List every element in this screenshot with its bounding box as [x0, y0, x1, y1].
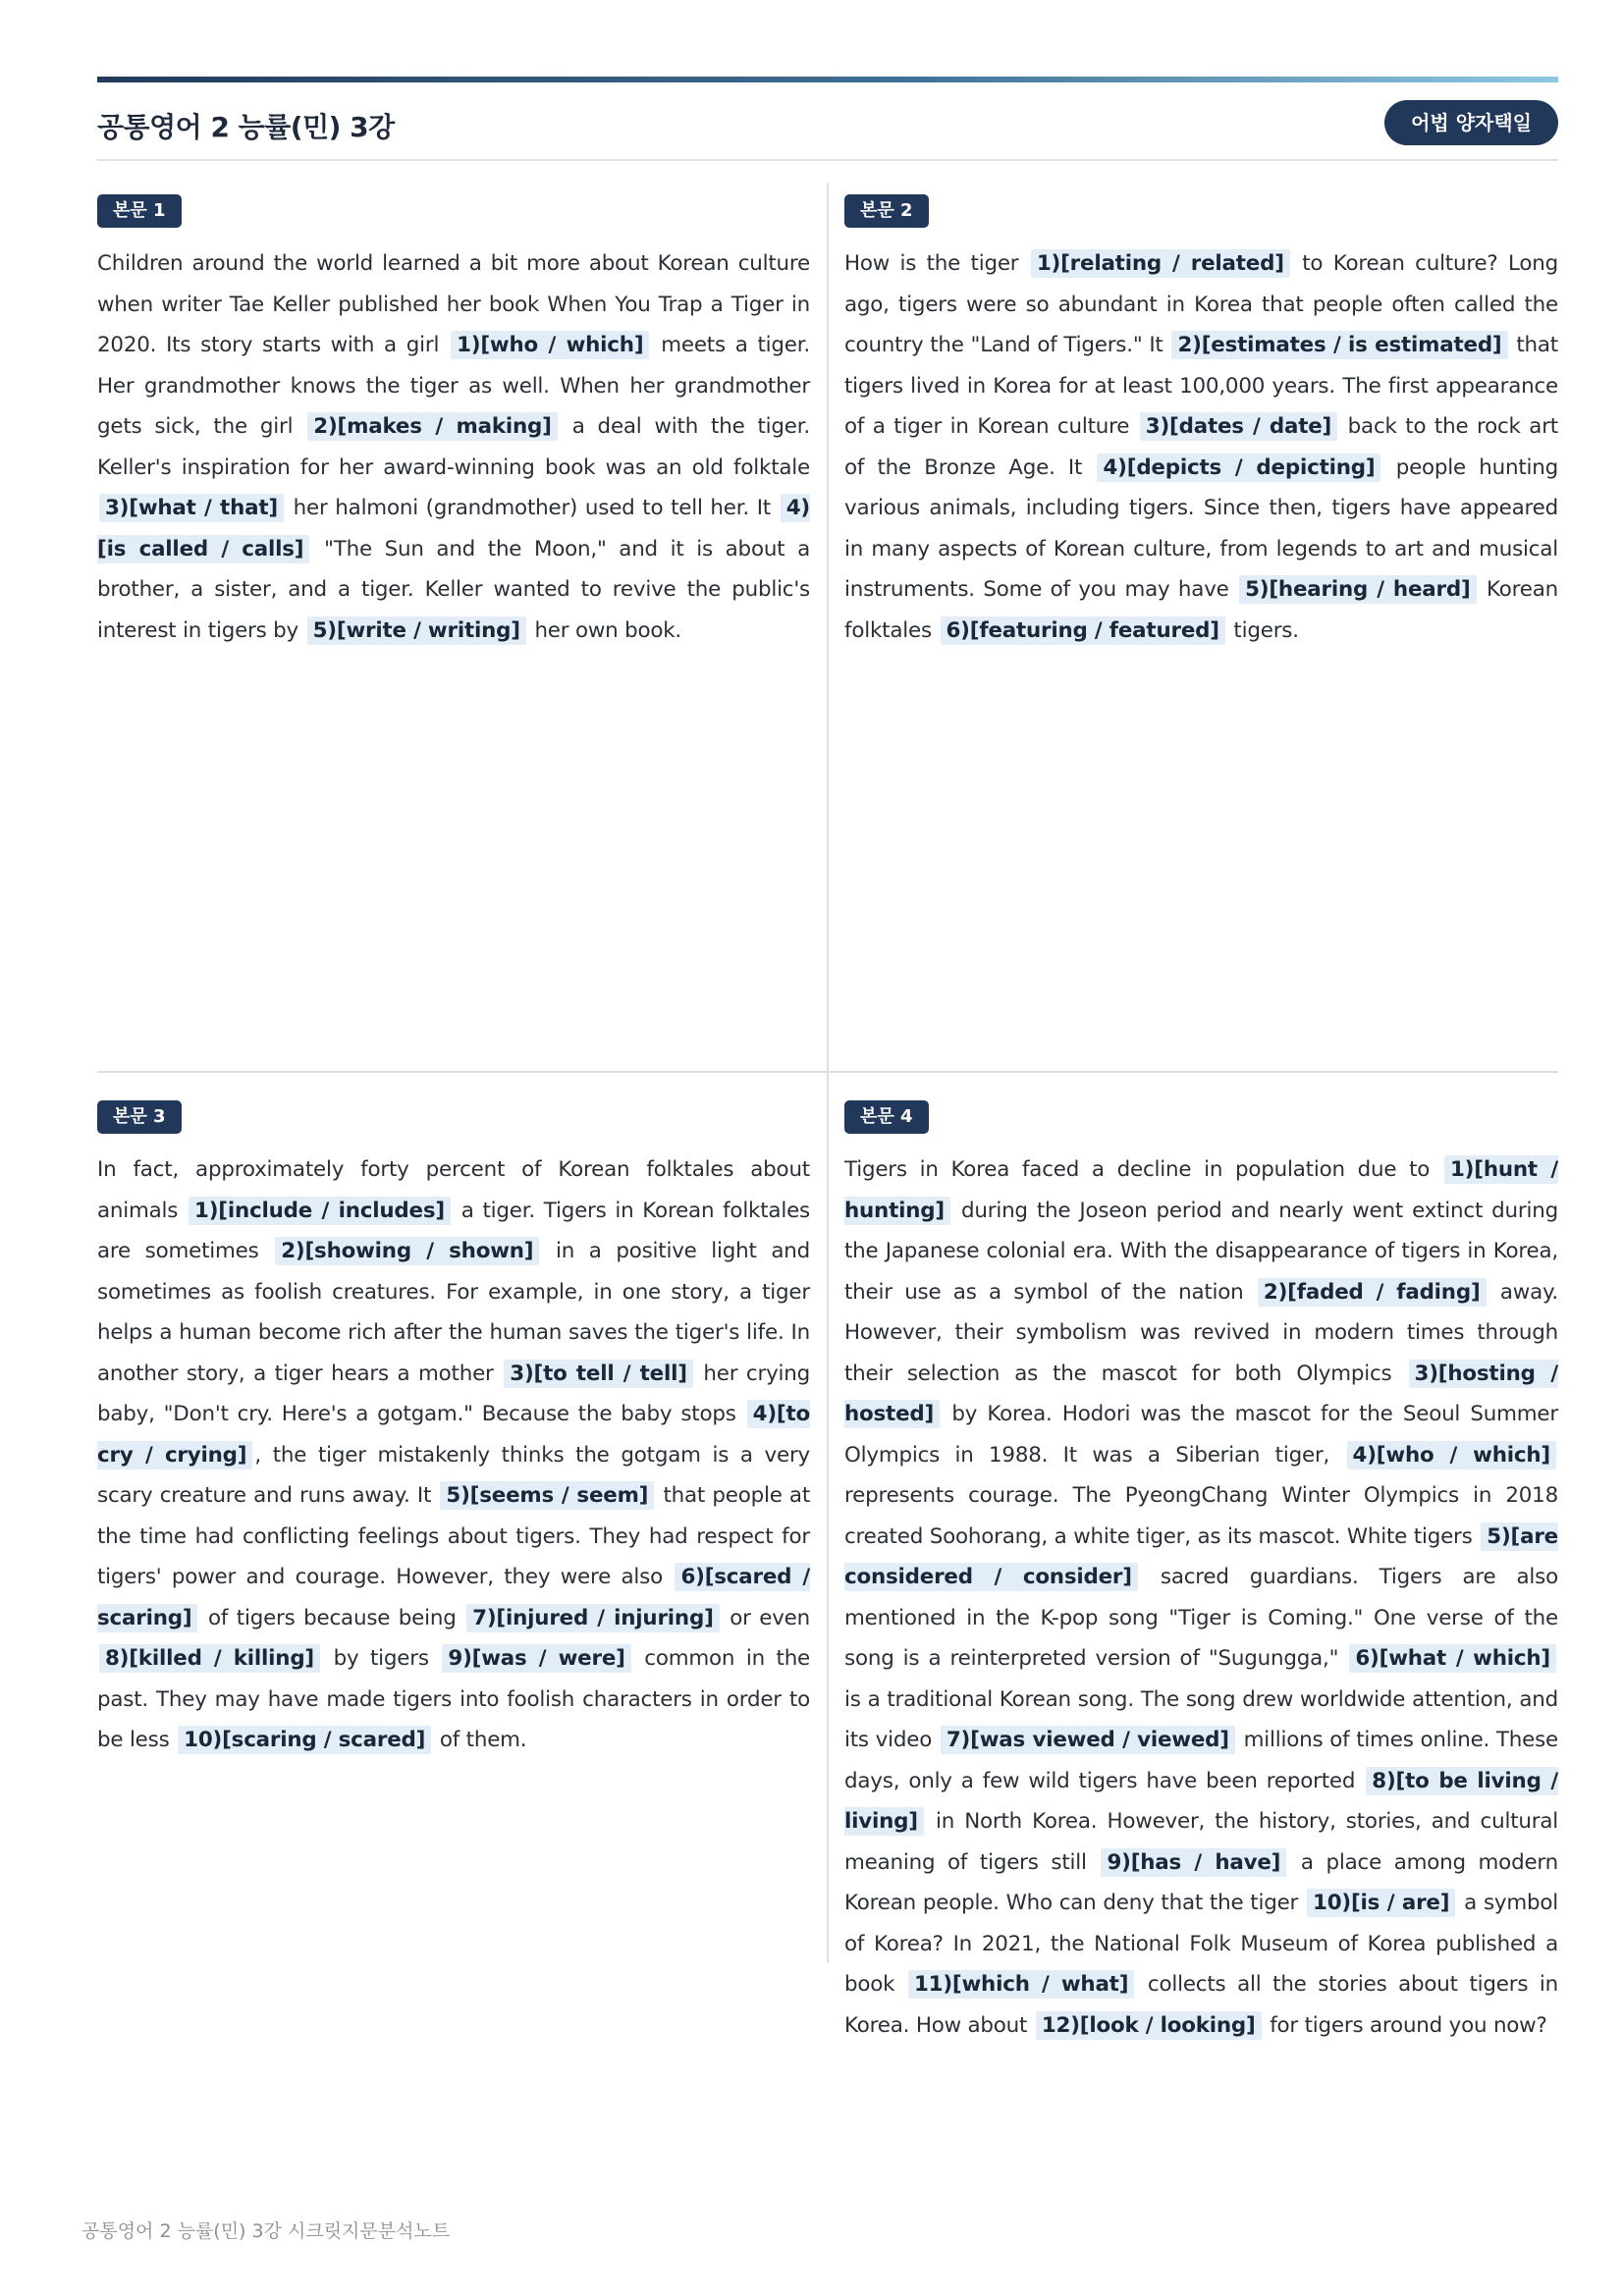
- text-segment: back to the rock art of the Bronze Age. It: [844, 414, 1558, 480]
- grammar-choice[interactable]: 2)[estimates / is estimated]: [1171, 331, 1507, 359]
- row-divider: [97, 1071, 1558, 1073]
- text-segment: her crying baby, "Don't cry. Here's a gotgam." Because the baby stops: [97, 1361, 811, 1426]
- passage-label: 본문 4: [844, 1100, 929, 1134]
- grammar-choice[interactable]: 7)[was viewed / viewed]: [941, 1726, 1235, 1754]
- passage-label: 본문 3: [97, 1100, 182, 1134]
- passage-panel-1: [97, 194, 810, 651]
- grammar-choice[interactable]: 5)[hearing / heard]: [1239, 575, 1476, 604]
- text-segment: millions of times online. These days, only a few wild tigers have been reported: [844, 1728, 1558, 1793]
- grammar-choice[interactable]: 3)[what / that]: [99, 494, 284, 522]
- grammar-choice[interactable]: 5)[write / writing]: [307, 616, 526, 645]
- grammar-choice[interactable]: 10)[scaring / scared]: [178, 1726, 431, 1754]
- grammar-choice[interactable]: 6)[scared / scaring]: [97, 1565, 810, 1630]
- grammar-choice[interactable]: 9)[has / have]: [1101, 1848, 1286, 1877]
- mode-badge: 어법 양자택일: [1384, 100, 1558, 145]
- text-segment: sacred guardians. Tigers are also mentioned in the K-pop song "Tiger is Coming." One verse of the song is a reinterpreted version of "Sugungga,": [844, 1565, 1559, 1671]
- passage-text: [844, 243, 1558, 651]
- grammar-choice[interactable]: 9)[was / were]: [442, 1644, 630, 1673]
- grammar-choice[interactable]: 4)[to cry / crying]: [97, 1402, 810, 1468]
- grammar-choice[interactable]: 4)[who / which]: [1347, 1441, 1556, 1469]
- text-segment: during the Joseon period and nearly went extinct during the Japanese colonial era. With the disappearance of tigers in Korea, their use as a symbol of the nation: [844, 1198, 1558, 1305]
- grammar-choice[interactable]: 12)[look / looking]: [1036, 2011, 1262, 2040]
- column-divider-bottom: [827, 1072, 829, 1963]
- grammar-choice[interactable]: 3)[to tell / tell]: [504, 1360, 693, 1388]
- text-segment: away. However, their symbolism was revived in modern times through their selection as the mascot for both Olympics: [844, 1279, 1559, 1386]
- text-segment: a place among modern Korean people. Who can deny that the tiger: [844, 1849, 1558, 1915]
- text-segment: people hunting various animals, including tigers. Since then, tigers have appeared in many aspects of Korean culture, from legends to art and musical instruments. Some of you may have: [844, 454, 1558, 602]
- grammar-choice[interactable]: 8)[to be living / living]: [844, 1768, 1558, 1834]
- text-segment: by Korea. Hodori was the mascot for the Seoul Summer Olympics in 1988. It was a Siberian tiger,: [844, 1402, 1558, 1468]
- text-segment: Children around the world learned a bit more about Korean culture when writer Tae Keller published her book When You Trap a Tiger in 2020. Its story starts with a girl: [97, 251, 810, 357]
- text-segment: by tigers: [322, 1646, 441, 1671]
- text-segment: is a traditional Korean song. The song drew worldwide attention, and its video: [844, 1686, 1558, 1752]
- grammar-choice[interactable]: 1)[relating / related]: [1031, 249, 1290, 278]
- text-segment: a deal with the tiger. Keller's inspiration for her award-winning book was an old folktale: [97, 414, 810, 480]
- grammar-choice[interactable]: 1)[who / which]: [451, 331, 649, 359]
- column-divider-top: [827, 183, 829, 1072]
- passage-label: 본문 1: [97, 194, 182, 228]
- text-segment: In fact, approximately forty percent of Korean folktales about animals: [97, 1157, 810, 1223]
- text-segment: "The Sun and the Moon," and it is about a brother, a sister, and a tiger. Keller wanted to revive the public's interest in tigers by: [97, 536, 810, 643]
- grammar-choice[interactable]: 11)[which / what]: [908, 1970, 1134, 1999]
- text-segment: of them.: [433, 1728, 527, 1752]
- passage-text: [97, 243, 810, 651]
- text-segment: meets a tiger. Her grandmother knows the tiger as well. When her grandmother gets sick, the girl: [97, 333, 810, 439]
- text-segment: How is the tiger: [844, 251, 1029, 276]
- text-segment: a symbol of Korea? In 2021, the National Folk Museum of Korea published a book: [844, 1891, 1558, 1997]
- grammar-choice[interactable]: 2)[makes / making]: [307, 412, 557, 441]
- header-accent-bar: [97, 77, 1558, 82]
- grammar-choice[interactable]: 6)[what / which]: [1349, 1644, 1556, 1673]
- grammar-choice[interactable]: 5)[are considered / consider]: [844, 1523, 1558, 1589]
- grammar-choice[interactable]: 2)[faded / fading]: [1258, 1278, 1487, 1307]
- text-segment: her halmoni (grandmother) used to tell her. It: [285, 496, 779, 520]
- page-header: [97, 94, 1558, 161]
- text-segment: Korean folktales: [844, 577, 1559, 643]
- grammar-choice[interactable]: 1)[include / includes]: [189, 1197, 451, 1225]
- passage-label: 본문 2: [844, 194, 929, 228]
- passage-text: [844, 1149, 1558, 2046]
- text-segment: to Korean culture? Long ago, tigers were so abundant in Korea that people often called the country the "Land of Tigers." It: [844, 251, 1558, 357]
- grammar-choice[interactable]: 1)[hunt / hunting]: [844, 1157, 1558, 1223]
- text-segment: in North Korea. However, the history, stories, and cultural meaning of tigers still: [844, 1809, 1558, 1875]
- text-segment: or even: [721, 1605, 810, 1630]
- page-title: 공통영어 2 능률(민) 3강: [97, 111, 395, 143]
- grammar-choice[interactable]: 2)[showing / shown]: [275, 1237, 539, 1265]
- text-segment: for tigers around you now?: [1263, 2012, 1547, 2038]
- passage-text: [97, 1149, 810, 1761]
- text-segment: represents courage. The PyeongChang Winter Olympics in 2018 created Soohorang, a white tiger, as its mascot. White tigers: [844, 1483, 1558, 1549]
- grammar-choice[interactable]: 3)[hosting / hosted]: [844, 1361, 1558, 1426]
- text-segment: , the tiger mistakenly thinks the gotgam is a very scary creature and runs away. It: [97, 1442, 811, 1508]
- text-segment: Tigers in Korea faced a decline in population due to: [844, 1157, 1442, 1182]
- text-segment: common in the past. They may have made tigers into foolish characters in order to be less: [97, 1646, 811, 1752]
- grammar-choice[interactable]: 10)[is / are]: [1307, 1889, 1455, 1917]
- text-segment: that people at the time had conflicting feelings about tigers. They had respect for tigers' power and courage. However, they were also: [97, 1483, 811, 1589]
- text-segment: in a positive light and sometimes as foolish creatures. For example, in one story, a tiger helps a human become rich after the human saves the tiger's life. In another story, a tiger hears a mother: [97, 1239, 811, 1386]
- page-footer: 공통영어 2 능률(민) 3강 시크릿지문분석노트: [81, 2220, 451, 2242]
- text-segment: of tigers because being: [199, 1605, 465, 1630]
- text-segment: tigers.: [1226, 617, 1299, 643]
- text-segment: a tiger. Tigers in Korean folktales are sometimes: [97, 1198, 810, 1263]
- passage-panel-2: [844, 194, 1558, 651]
- passage-panel-3: [97, 1100, 810, 1761]
- grammar-choice[interactable]: 5)[seems / seem]: [440, 1481, 654, 1510]
- text-segment: that tigers lived in Korea for at least 100,000 years. The first appearance of a tiger in Korean culture: [844, 333, 1558, 439]
- text-segment: her own book.: [527, 617, 682, 643]
- grammar-choice[interactable]: 7)[injured / injuring]: [466, 1604, 719, 1632]
- grammar-choice[interactable]: 3)[dates / date]: [1140, 412, 1337, 441]
- grammar-choice[interactable]: 8)[killed / killing]: [99, 1644, 320, 1673]
- grammar-choice[interactable]: 6)[featuring / featured]: [941, 616, 1225, 645]
- text-segment: collects all the stories about tigers in Korea. How about: [844, 1972, 1558, 2038]
- grammar-choice[interactable]: 4)[depicts / depicting]: [1097, 454, 1380, 482]
- grammar-choice[interactable]: 4)[is called / calls]: [97, 496, 810, 561]
- passage-panel-4: [844, 1100, 1558, 2046]
